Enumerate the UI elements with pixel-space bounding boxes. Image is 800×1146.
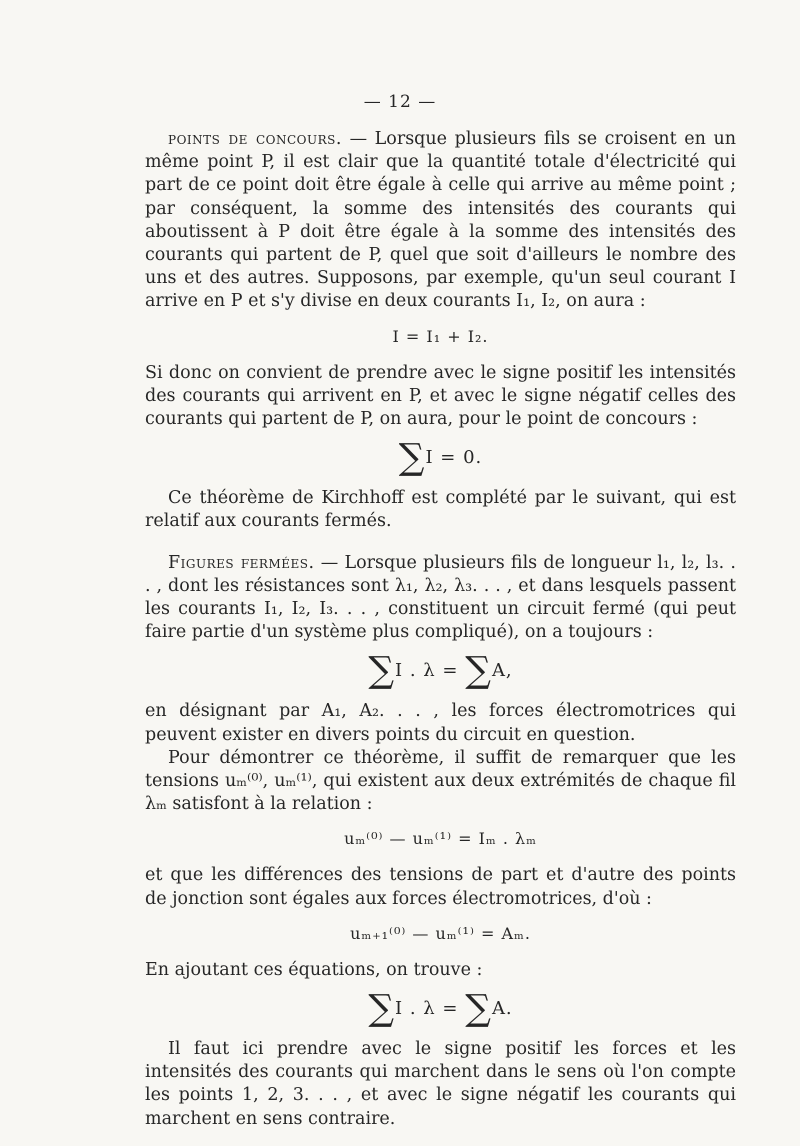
equation-text: I = 0.: [425, 447, 483, 469]
sigma-symbol: ∑: [368, 988, 396, 1030]
equation-text: I . λ =: [395, 660, 466, 682]
paragraph-kirchhoff: Ce théorème de Kirchhoff est complété par le suivant, qui est relatif aux courants fermés.: [145, 488, 736, 532]
section-heading-figures-fermees: Figures fermées.: [168, 552, 315, 573]
equation-1: I = I₁ + I₂.: [392, 326, 489, 346]
equation-3: [145, 652, 736, 690]
page-content: [145, 92, 736, 1131]
paragraph-figures-fermees: [145, 552, 736, 645]
equation-text: A,: [491, 660, 513, 682]
equation-2: [145, 439, 736, 477]
equation-4: uₘ⁽⁰⁾ — uₘ⁽¹⁾ = Iₘ . λₘ: [344, 829, 537, 849]
paragraph-signe: Si donc on convient de prendre avec le signe positif les intensités des courants qui arrivent en P, et avec le signe négatif celles des courants qui partent de P, on aura, pour le point de concours :: [145, 362, 736, 430]
paragraph-conclusion: Il faut ici prendre avec le signe positif les forces et les intensités des courants qui marchent dans le sens où l'on compte les points 1, 2, 3. . . , et avec le signe négatif les courants qui marchent en sens contraire.: [145, 1039, 736, 1129]
sigma-symbol: ∑: [398, 437, 426, 479]
equation-text: I . λ =: [395, 998, 466, 1020]
equation-text: A.: [491, 998, 513, 1020]
section-heading-points-de-concours: points de concours.: [168, 129, 342, 149]
sigma-symbol: ∑: [465, 650, 492, 692]
paragraph-text: — Lorsque plusieurs fils de longueur l₁, l₂, l₃. . . , dont les résistances sont λ₁, λ₂, λ₃. . . , et dans lesquels passent les courants I₁, I₂, I₃. . . , constituent un circuit fermé (qui peut faire partie d'un système plus compliqué), on a toujours :: [145, 552, 736, 643]
sigma-symbol: ∑: [368, 650, 396, 692]
paragraph-differences: et que les différences des tensions de part et d'autre des points de jonction sont égales aux forces électromotrices, d'où :: [145, 865, 736, 909]
equation-5: uₘ₊₁⁽⁰⁾ — uₘ⁽¹⁾ = Aₘ.: [350, 923, 531, 943]
paragraph-demonstration: Pour démontrer ce théorème, il suffit de remarquer que les tensions uₘ⁽⁰⁾, uₘ⁽¹⁾, qui existent aux deux extrémités de chaque fil λₘ satisfont à la relation :: [145, 747, 736, 815]
paragraph-forces: en désignant par A₁, A₂. . . , les forces électromotrices qui peuvent exister en divers points du circuit en question.: [145, 701, 736, 745]
sigma-symbol: ∑: [465, 988, 492, 1030]
paragraph-ajoutant: En ajoutant ces équations, on trouve :: [145, 959, 483, 980]
page-number: — 12 —: [363, 92, 437, 112]
paragraph-text: — Lorsque plusieurs fils se croisent en un même point P, il est clair que la quantité totale d'électricité qui part de ce point doit être égale à celle qui arrive au même point ; par conséquent, la somme des intensités des courants qui aboutissent à P doit être égale à la somme des intensités des courants qui partent de P, quel que soit d'ailleurs le nombre des uns et des autres. Supposons, par exemple, qu'un seul courant I arrive en P et s'y divise en deux courants I₁, I₂, on aura :: [145, 129, 736, 312]
equation-6: [145, 990, 736, 1028]
paragraph-points-de-concours: [145, 128, 736, 314]
